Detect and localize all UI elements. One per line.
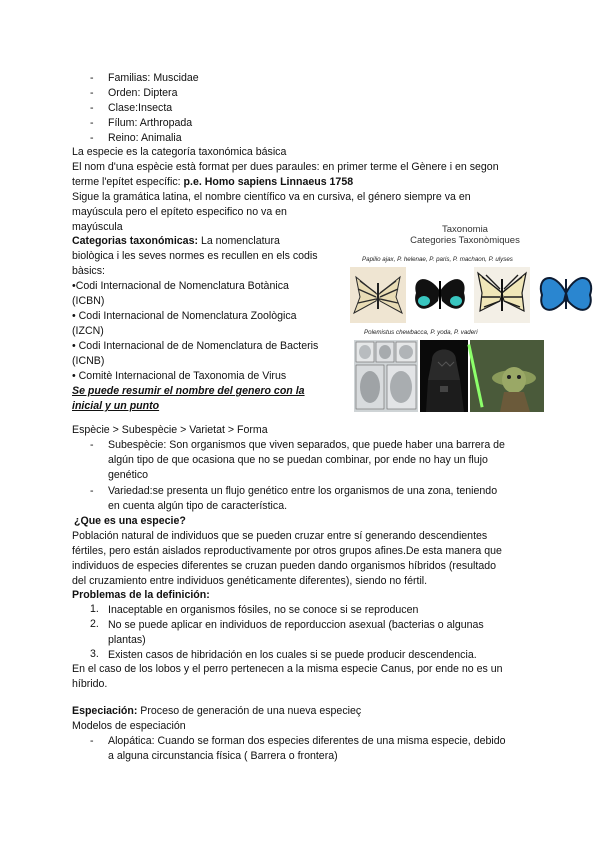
example-name: p.e. Homo sapiens Linnaeus 1758 [183,176,354,188]
problem-item: No se puede aplicar en individuos de reporduccion asexual (bacterias o algunas [108,619,484,631]
subspecies-line1: Subespècie: Son organismos que viven separados, que puede haber una barrera de [108,439,505,451]
wolf-line1: En el caso de los lobos y el perro pertenecen a la misma especie Canus, por ende no es un [72,663,503,675]
cat-rest: La nomenclatura [198,235,280,247]
list-number: 1. [90,603,99,615]
definition-line: individuos de especies diferentes se cruzan pueden dando organismos híbridos (resultado [72,560,497,572]
wolf-line2: híbrido. [72,678,108,690]
resume-note-line1: Se puede resumir el nombre del genero con la [72,385,305,397]
problems-heading: Problemas de la definición: [72,589,210,601]
definition-line: del cruzamiento entre individuos genéticamente diferentes), siendo no fértil. [72,575,428,587]
list-item: Fílum: Arthropada [108,117,193,129]
butterfly-photos [350,267,598,325]
cat-line: (ICBN) [72,295,105,307]
bullet-dash: - [90,485,94,497]
cat-line: • Comitè Internacional de Taxonomia de Virus [72,370,287,382]
butterfly-helenae-icon [415,279,465,309]
name-text: terme l'epítet específic: [72,176,184,188]
bullet-dash: - [90,735,94,747]
paragraph-name-line2 [72,175,353,189]
cat-line: biològica i les seves normes es recullen en els codis [72,250,318,262]
list-number: 3. [90,648,99,660]
cat-line: (ICNB) [72,355,105,367]
speciation-heading [72,704,361,718]
paragraph-grammar-line2: mayúscula pero el epíteto especifico no va en [72,206,287,218]
list-item: Clase:Insecta [108,102,173,114]
problem-item-cont: plantas) [108,634,146,646]
figure-caption-starwars: Polemistus chewbacca, P. yoda, P. vaderi [364,329,478,336]
variety-line1: Variedad:se presenta un flujo genético entre los organismos de una zona, teniendo [108,485,498,497]
starwars-photos [354,340,544,412]
problem-item: Existen casos de hibridación en los cuales si se puede producir descendencia. [108,649,477,661]
bullet-dash: - [90,72,94,84]
list-item: Reino: Animalia [108,132,182,144]
definition-line: Población natural de individuos que se pueden cruzar entre sí generando descendientes [72,530,488,542]
bullet-dash: - [90,87,94,99]
speciation-title: Especiación: [72,705,138,717]
butterfly-ulyses-icon [541,278,591,310]
models-line: Modelos de especiación [72,720,186,732]
definition-line: fértiles, pero están aislados reproductivamente por otros grupos afines.De esta manera que [72,545,502,557]
figure-title: Taxonomia [442,224,488,235]
subspecies-line2: algún tipo de que ocasiona que no se puedan combinar, por ende no hay un flujo [108,454,488,466]
allopatric-line1: Alopática: Cuando se forman dos especies diferentes de una misma especie, debido [108,735,506,747]
bullet-dash: - [90,117,94,129]
taxonomic-categories-heading [72,234,280,248]
cat-title: Categorias taxonómicas: [72,235,198,247]
list-item: Familias: Muscidae [108,72,199,84]
list-number: 2. [90,618,99,630]
subspecies-line3: genético [108,469,149,481]
hierarchy-line: Espècie > Subespècie > Varietat > Forma [72,424,268,436]
bullet-dash: - [90,439,94,451]
resume-note-line2: inicial y un punto [72,400,160,412]
paragraph-basic-category: La especie es la categoría taxonómica básica [72,146,287,158]
cat-line: (IZCN) [72,325,104,337]
cat-line: • Codi Internacional de Nomenclatura Zoològica [72,310,297,322]
problem-item: Inaceptable en organismos fósiles, no se conoce si se reproducen [108,604,419,616]
figure-caption-butterflies: Papilio ajax, P. helenae, P. paris, P. machaon, P. ulyses [362,256,513,263]
cat-line: bàsics: [72,265,105,277]
speciation-rest: Proceso de generación de una nueva especieç [137,705,362,717]
allopatric-line2: a alguna circunstancia física ( Barrera o frontera) [108,750,338,762]
question-heading: ¿Que es una especie? [74,515,186,527]
cat-line: • Codi Internacional de de Nomenclatura de Bacteris [72,340,319,352]
cat-line: •Codi Internacional de Nomenclatura Botànica [72,280,289,292]
bullet-dash: - [90,132,94,144]
paragraph-grammar-line1: Sigue la gramática latina, el nombre científico va en cursiva, el género siempre va en [72,191,471,203]
variety-line2: en cuenta algún tipo de característica. [108,500,288,512]
paragraph-name-line1: El nom d'una espècie està format per dues paraules: en primer terme el Gènere i en segon [72,161,499,173]
bullet-dash: - [90,102,94,114]
paragraph-grammar-line3: mayúscula [72,221,123,233]
figure-subtitle: Categories Taxonòmiques [410,235,520,246]
list-item: Orden: Diptera [108,87,178,99]
